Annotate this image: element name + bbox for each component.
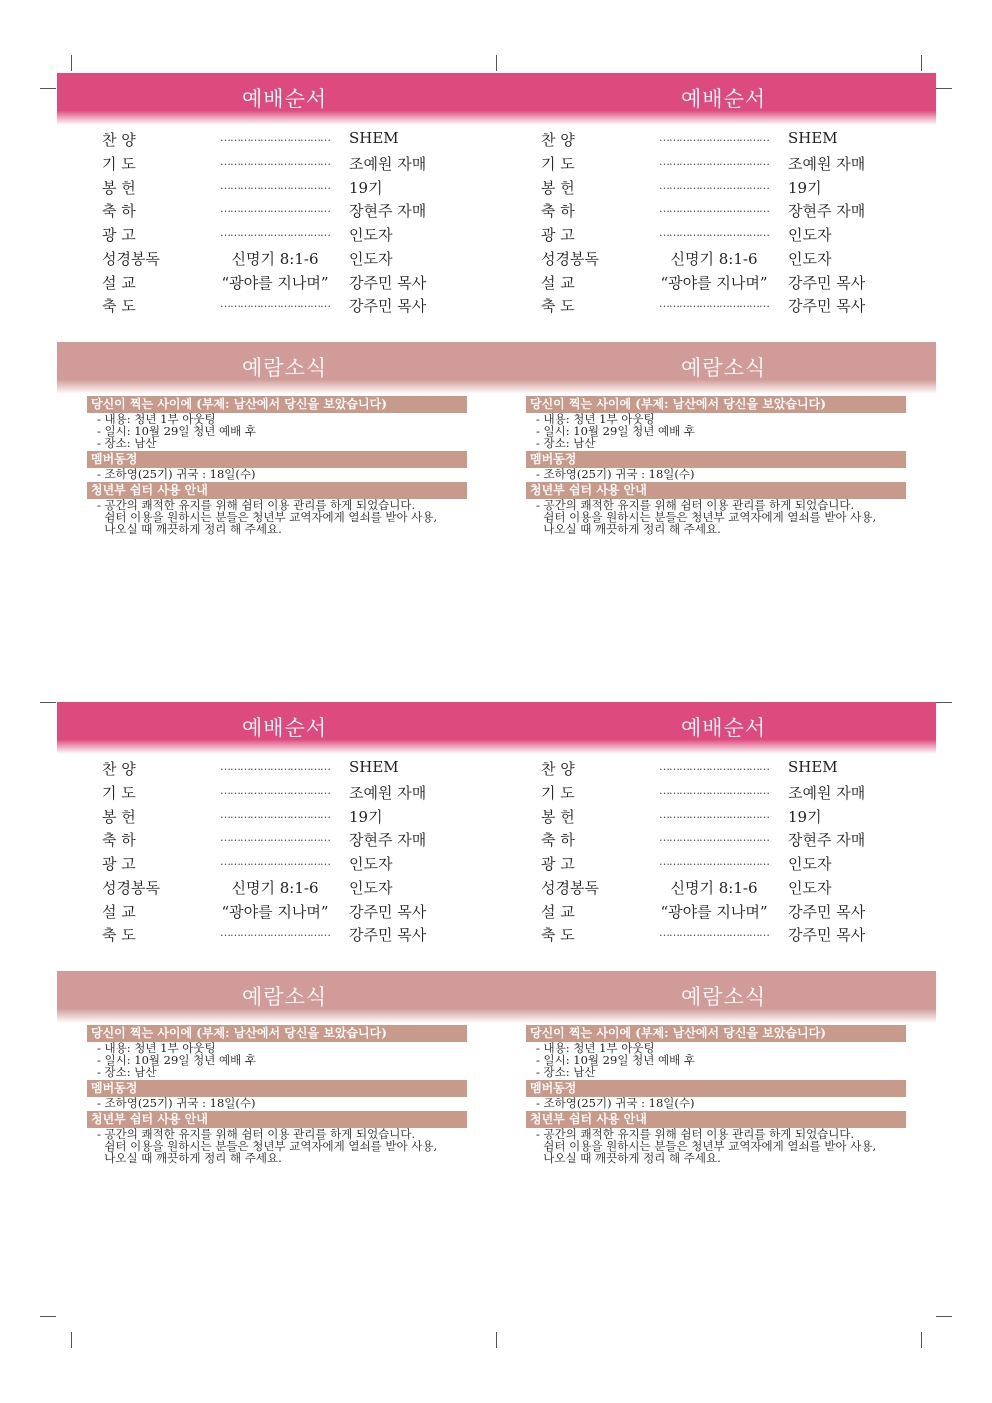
order-item-person: 인도자 [349,226,393,244]
worship-order-list [57,125,497,342]
worship-order-row [57,877,497,901]
dot-leader: …………………………… [659,226,769,239]
news-line: - 일시: 10월 29일 청년 예배 후 [97,424,256,438]
news-title: 예람소식 [681,356,767,380]
worship-order-header [57,702,497,754]
dot-leader: …………………………… [659,926,769,939]
worship-order-row [57,829,497,853]
order-item-person: 강주민 목사 [788,274,866,292]
crop-mark [40,88,56,89]
dot-leader: …………………………… [220,760,330,773]
crop-mark [936,88,952,89]
worship-order-row [496,129,936,153]
order-item-name: 봉 헌 [102,808,136,826]
order-item-person: SHEM [349,129,399,147]
news-line: 나오실 때 깨끗하게 정리 해 주세요. [97,1151,282,1165]
worship-order-row [57,200,497,224]
worship-order-header [496,702,936,754]
order-item-person: 인도자 [788,226,832,244]
order-item-detail: “광야를 지나며” [660,274,768,292]
worship-order-row [57,153,497,177]
worship-order-row [57,758,497,782]
news-title: 예람소식 [242,985,328,1009]
worship-order-row [57,272,497,296]
order-item-name: 광 고 [102,855,136,873]
order-item-name: 축 도 [102,926,136,944]
bulletin-card [496,73,936,558]
news-line: - 내용: 청년 1부 아웃팅 [97,1041,216,1055]
order-item-person: 강주민 목사 [788,903,866,921]
crop-mark [71,55,72,71]
news-heading: 청년부 쉼터 사용 안내 [526,1111,906,1128]
news-heading: 당신이 찍는 사이에 (부제: 남산에서 당신을 보았습니다) [526,1025,906,1042]
crop-mark [40,702,56,703]
order-item-person: 조예원 자매 [788,155,866,173]
order-item-person: 강주민 목사 [788,297,866,315]
crop-mark [496,1332,497,1348]
order-item-person: 19기 [788,179,822,197]
worship-order-list [496,754,936,971]
worship-order-row [496,758,936,782]
crop-mark [936,1316,952,1317]
worship-order-row [57,924,497,948]
dot-leader: …………………………… [220,831,330,844]
order-item-person: 강주민 목사 [788,926,866,944]
order-item-name: 축 도 [102,297,136,315]
worship-order-list [57,754,497,971]
order-item-detail: “광야를 지나며” [221,274,329,292]
dot-leader: …………………………… [659,179,769,192]
news-heading: 멤버동정 [526,451,906,468]
worship-order-row [496,901,936,925]
order-item-person: 인도자 [349,879,393,897]
worship-order-row [496,806,936,830]
news-section [496,1025,936,1164]
order-item-person: 인도자 [349,855,393,873]
worship-order-row [496,829,936,853]
crop-mark [40,1316,56,1317]
order-item-detail: “광야를 지나며” [221,903,329,921]
dot-leader: …………………………… [220,226,330,239]
order-item-person: SHEM [349,758,399,776]
news-line: - 일시: 10월 29일 청년 예배 후 [536,1053,695,1067]
order-item-detail: 신명기 8:1-6 [670,879,758,897]
dot-leader: …………………………… [659,808,769,821]
dot-leader: …………………………… [220,784,330,797]
news-line: 나오실 때 깨끗하게 정리 해 주세요. [97,522,282,536]
order-item-name: 기 도 [102,784,136,802]
worship-order-title: 예배순서 [242,87,328,111]
news-line: 쉼터 이용을 원하시는 분들은 청년부 교역자에게 열쇠를 받아 사용, [536,510,877,524]
news-heading: 당신이 찍는 사이에 (부제: 남산에서 당신을 보았습니다) [87,396,467,413]
order-item-name: 광 고 [102,226,136,244]
order-item-person: 조예원 자매 [788,784,866,802]
worship-order-header [496,73,936,125]
order-item-person: 인도자 [788,250,832,268]
order-item-detail: 신명기 8:1-6 [231,250,319,268]
worship-order-row [57,782,497,806]
news-heading: 당신이 찍는 사이에 (부제: 남산에서 당신을 보았습니다) [87,1025,467,1042]
order-item-person: 19기 [349,179,383,197]
order-item-name: 축 하 [102,831,136,849]
order-item-person: 조예원 자매 [349,155,427,173]
order-item-name: 찬 양 [102,760,136,778]
news-line: - 공간의 쾌적한 유지를 위해 쉼터 이용 관리를 하게 되었습니다. [536,1127,855,1141]
crop-mark [921,55,922,71]
order-item-person: 19기 [788,808,822,826]
order-item-person: 인도자 [788,879,832,897]
crop-mark [496,55,497,71]
news-title: 예람소식 [681,985,767,1009]
order-item-person: 조예원 자매 [349,784,427,802]
order-item-name: 축 하 [541,831,575,849]
news-line: - 장소: 남산 [97,1065,157,1079]
order-item-person: SHEM [788,758,838,776]
order-item-person: 장현주 자매 [788,831,866,849]
news-header [496,971,936,1023]
order-item-name: 설 교 [541,274,575,292]
news-header [496,342,936,394]
news-heading: 청년부 쉼터 사용 안내 [87,1111,467,1128]
news-line: 쉼터 이용을 원하시는 분들은 청년부 교역자에게 열쇠를 받아 사용, [536,1139,877,1153]
dot-leader: …………………………… [220,926,330,939]
worship-order-row [57,129,497,153]
bulletin-card [57,702,497,1187]
order-item-name: 설 교 [102,274,136,292]
worship-order-row [496,200,936,224]
crop-mark [936,702,952,703]
order-item-person: 19기 [349,808,383,826]
dot-leader: …………………………… [659,831,769,844]
news-line: - 내용: 청년 1부 아웃팅 [536,412,655,426]
news-heading: 청년부 쉼터 사용 안내 [526,482,906,499]
dot-leader: …………………………… [220,808,330,821]
order-item-person: 인도자 [788,855,832,873]
dot-leader: …………………………… [220,202,330,215]
worship-order-row [57,248,497,272]
crop-mark [921,1332,922,1348]
dot-leader: …………………………… [659,760,769,773]
order-item-name: 축 하 [541,202,575,220]
order-item-name: 축 하 [102,202,136,220]
worship-order-title: 예배순서 [242,716,328,740]
order-item-detail: “광야를 지나며” [660,903,768,921]
order-item-name: 성경봉독 [541,879,599,897]
news-line: - 장소: 남산 [536,1065,596,1079]
dot-leader: …………………………… [220,179,330,192]
order-item-name: 기 도 [541,784,575,802]
news-line: 나오실 때 깨끗하게 정리 해 주세요. [536,522,721,536]
order-item-person: 강주민 목사 [349,274,427,292]
news-line: - 장소: 남산 [97,436,157,450]
news-heading: 청년부 쉼터 사용 안내 [87,482,467,499]
dot-leader: …………………………… [659,784,769,797]
worship-order-row [496,248,936,272]
order-item-person: SHEM [788,129,838,147]
order-item-name: 축 도 [541,297,575,315]
news-section [496,396,936,535]
worship-order-title: 예배순서 [681,716,767,740]
news-line: 나오실 때 깨끗하게 정리 해 주세요. [536,1151,721,1165]
worship-order-row [57,853,497,877]
order-item-name: 성경봉독 [102,879,160,897]
news-header [57,971,497,1023]
news-section [57,396,497,535]
dot-leader: …………………………… [220,131,330,144]
order-item-name: 기 도 [102,155,136,173]
news-line: - 장소: 남산 [536,436,596,450]
news-heading: 멤버동정 [526,1080,906,1097]
news-title: 예람소식 [242,356,328,380]
worship-order-row [496,853,936,877]
dot-leader: …………………………… [220,855,330,868]
news-line: 쉼터 이용을 원하시는 분들은 청년부 교역자에게 열쇠를 받아 사용, [97,510,438,524]
worship-order-row [57,177,497,201]
news-heading: 멤버동정 [87,1080,467,1097]
news-header [57,342,497,394]
news-line: - 내용: 청년 1부 아웃팅 [536,1041,655,1055]
worship-order-row [57,224,497,248]
worship-order-row [496,877,936,901]
order-item-name: 기 도 [541,155,575,173]
worship-order-row [496,177,936,201]
order-item-name: 찬 양 [102,131,136,149]
worship-order-row [57,901,497,925]
news-heading: 멤버동정 [87,451,467,468]
worship-order-row [57,295,497,319]
dot-leader: …………………………… [659,202,769,215]
dot-leader: …………………………… [659,855,769,868]
dot-leader: …………………………… [659,297,769,310]
order-item-name: 설 교 [102,903,136,921]
news-line: - 내용: 청년 1부 아웃팅 [97,412,216,426]
worship-order-row [496,153,936,177]
news-line: - 공간의 쾌적한 유지를 위해 쉼터 이용 관리를 하게 되었습니다. [97,498,416,512]
worship-order-list [496,125,936,342]
order-item-person: 강주민 목사 [349,903,427,921]
news-section [57,1025,497,1164]
order-item-person: 장현주 자매 [349,202,427,220]
order-item-name: 광 고 [541,226,575,244]
worship-order-row [57,806,497,830]
news-line: - 조하영(25기) 귀국 : 18일(수) [97,467,256,481]
news-line: - 일시: 10월 29일 청년 예배 후 [97,1053,256,1067]
news-line: - 공간의 쾌적한 유지를 위해 쉼터 이용 관리를 하게 되었습니다. [97,1127,416,1141]
order-item-name: 광 고 [541,855,575,873]
order-item-person: 강주민 목사 [349,926,427,944]
news-line: - 일시: 10월 29일 청년 예배 후 [536,424,695,438]
order-item-name: 봉 헌 [541,808,575,826]
bulletin-card [57,73,497,558]
order-item-name: 찬 양 [541,760,575,778]
news-line: - 조하영(25기) 귀국 : 18일(수) [97,1096,256,1110]
worship-order-header [57,73,497,125]
order-item-detail: 신명기 8:1-6 [231,879,319,897]
worship-order-row [496,224,936,248]
order-item-name: 성경봉독 [541,250,599,268]
worship-order-row [496,782,936,806]
order-item-person: 인도자 [349,250,393,268]
worship-order-row [496,924,936,948]
news-line: 쉼터 이용을 원하시는 분들은 청년부 교역자에게 열쇠를 받아 사용, [97,1139,438,1153]
order-item-person: 장현주 자매 [349,831,427,849]
worship-order-row [496,272,936,296]
news-heading: 당신이 찍는 사이에 (부제: 남산에서 당신을 보았습니다) [526,396,906,413]
order-item-name: 성경봉독 [102,250,160,268]
bulletin-card [496,702,936,1187]
order-item-detail: 신명기 8:1-6 [670,250,758,268]
news-line: - 공간의 쾌적한 유지를 위해 쉼터 이용 관리를 하게 되었습니다. [536,498,855,512]
dot-leader: …………………………… [659,131,769,144]
order-item-person: 장현주 자매 [788,202,866,220]
dot-leader: …………………………… [659,155,769,168]
order-item-name: 찬 양 [541,131,575,149]
order-item-name: 봉 헌 [102,179,136,197]
order-item-name: 설 교 [541,903,575,921]
news-line: - 조하영(25기) 귀국 : 18일(수) [536,467,695,481]
dot-leader: …………………………… [220,297,330,310]
order-item-name: 봉 헌 [541,179,575,197]
order-item-name: 축 도 [541,926,575,944]
order-item-person: 강주민 목사 [349,297,427,315]
worship-order-title: 예배순서 [681,87,767,111]
crop-mark [71,1332,72,1348]
worship-order-row [496,295,936,319]
dot-leader: …………………………… [220,155,330,168]
news-line: - 조하영(25기) 귀국 : 18일(수) [536,1096,695,1110]
